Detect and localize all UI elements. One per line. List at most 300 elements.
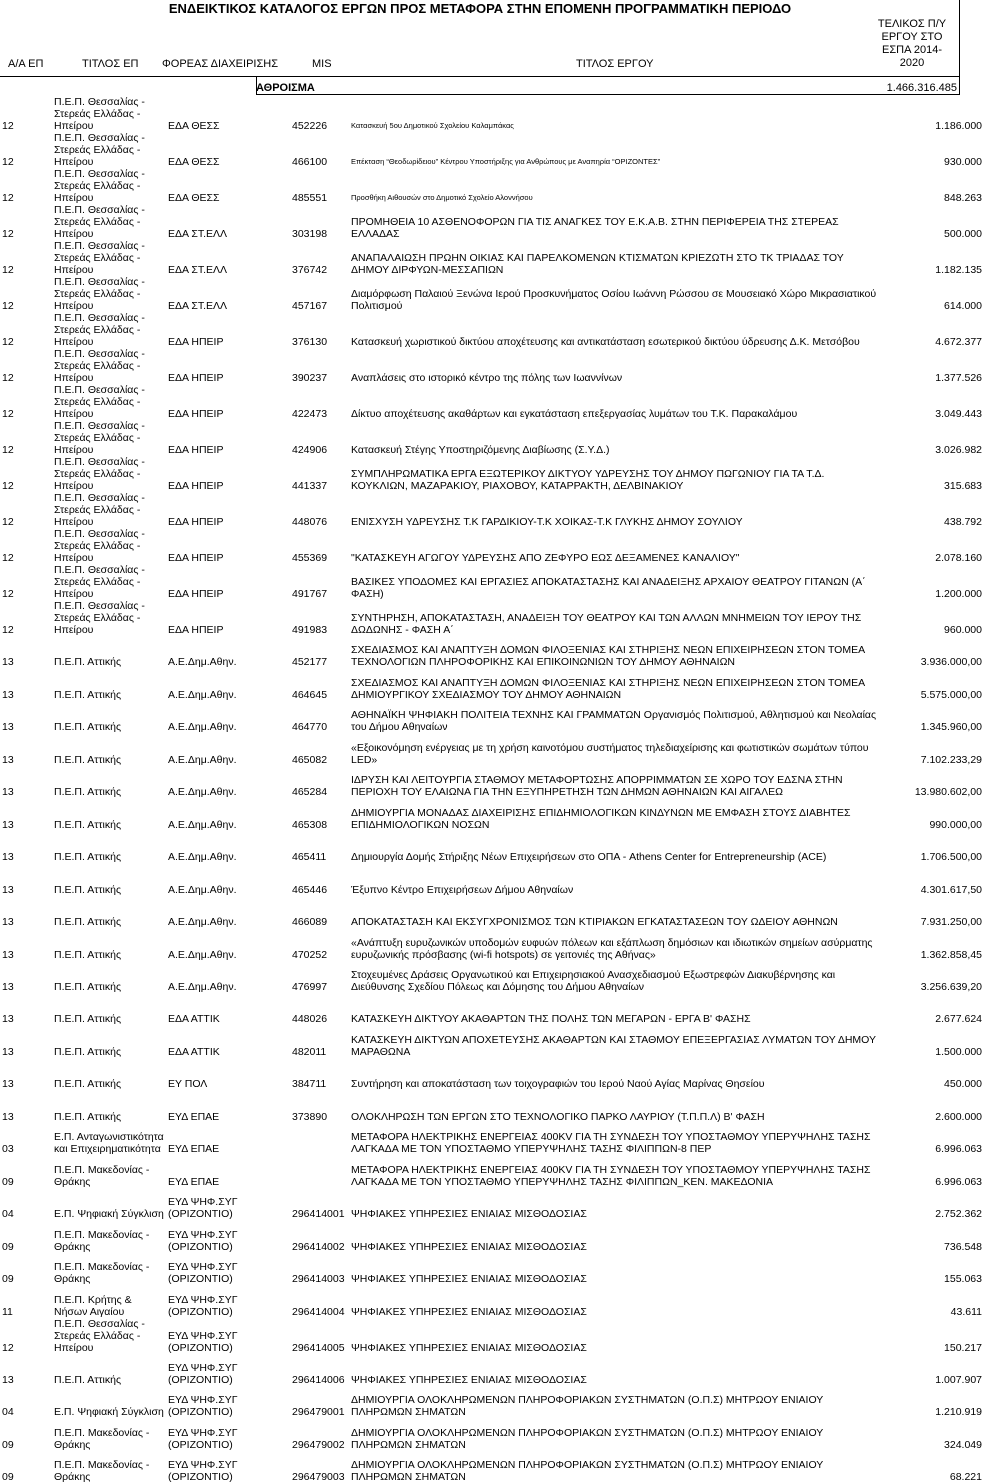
row-title: ΣΧΕΔΙΑΣΜΟΣ ΚΑΙ ΑΝΑΠΤΥΞΗ ΔΟΜΩΝ ΦΙΛΟΞΕΝΙΑΣ ΚΑΙ ΣΤΗΡΙΞΗΣ ΝΕΩΝ ΕΠΙΧΕΙΡΗΣΕΩΝ ΣΤΟΝ ΤΟΜΕΑ ΔΗΜΙΟΥΡΓΙΚΟΥ ΣΧΕΔΙΑΣΜΟΥ ΤΟΥ ΔΗΜΟΥ ΑΘΗΝΑΙΩΝ — [351, 676, 865, 701]
table-row — [0, 701, 984, 733]
row-mis: 465446 — [292, 883, 328, 896]
row-title: ΣΧΕΔΙΑΣΜΟΣ ΚΑΙ ΑΝΑΠΤΥΞΗ ΔΟΜΩΝ ΦΙΛΟΞΕΝΙΑΣ ΚΑΙ ΣΤΗΡΙΞΗΣ ΝΕΩΝ ΕΠΙΧΕΙΡΗΣΕΩΝ ΣΤΟΝ ΤΟΜΕΑ ΤΕΧΝΟΛΟΓΙΩΝ ΠΛΗΡΟΦΟΡΙΚΗΣ ΚΑΙ ΕΠΙΚΟΙΝΩΝΙΩΝ ΤΟΥ ΔΗΜΟΥ ΑΘΗΝΑΙΩΝ — [351, 644, 865, 669]
row-ae: 12 — [2, 120, 14, 132]
row-ae: 12 — [2, 624, 14, 636]
row-ae: 13 — [2, 883, 14, 896]
row-budget: 1.500.000 — [935, 1045, 982, 1058]
row-mis: 485551 — [292, 192, 328, 204]
row-title: «Ανάπτυξη ευρυζωνικών υποδομών ευφυών πόλεων και εξάπλωση δημόσιων και ιδιωτικών σημείων ασύρματης ευρυζωνικής πρόσβασης (wi-fi hotspots) σε γειτονιές της Αθήνας» — [351, 936, 873, 961]
row-budget: 6.996.063 — [935, 1143, 982, 1156]
table-row — [0, 896, 984, 928]
row-mis: 376130 — [292, 336, 328, 348]
row-title: Στοχευμένες Δράσεις Οργανωτικού και Επιχειρησιακού Ανασχεδιασμού Εξωστρεφών Διακυβέρνησης και Διεύθυνσης Σχεδίου Πόλεως και Δόμησης του Δήμου Αθηναίων — [351, 968, 836, 993]
row-foreas: Α.Ε.Δημ.Αθην. — [168, 916, 237, 929]
row-ae: 13 — [2, 1110, 14, 1123]
row-mis: 422473 — [292, 408, 328, 420]
row-ae: 13 — [2, 1045, 14, 1058]
table-row — [0, 348, 984, 384]
row-ep: Π.Ε.Π. Θεσσαλίας - Στερεάς Ελλάδας - Ηπείρου — [54, 204, 145, 240]
row-ep: Π.Ε.Π. Μακεδονίας - Θράκης — [54, 1459, 150, 1483]
row-ae: 12 — [2, 264, 14, 276]
row-foreas: ΕΔΑ ΑΤΤΙΚ — [168, 1013, 220, 1026]
row-mis: 441337 — [292, 480, 328, 492]
row-ep: Π.Ε.Π. Αττικής — [54, 1078, 122, 1091]
row-ep: Π.Ε.Π. Μακεδονίας - Θράκης — [54, 1228, 150, 1253]
table-row — [0, 961, 984, 993]
row-mis: 452226 — [292, 120, 328, 132]
row-ae: 12 — [2, 1341, 14, 1354]
row-ep: Π.Ε.Π. Θεσσαλίας - Στερεάς Ελλάδας - Ηπείρου — [54, 132, 145, 168]
row-budget: 4.672.377 — [935, 336, 982, 348]
row-ae: 12 — [2, 192, 14, 204]
row-ep: Π.Ε.Π. Θεσσαλίας - Στερεάς Ελλάδας - Ηπείρου — [54, 564, 145, 600]
row-title: ΜΕΤΑΦΟΡΑ ΗΛΕΚΤΡΙΚΗΣ ΕΝΕΡΓΕΙΑΣ 400KV ΓΙΑ ΤΗ ΣΥΝΔΕΣΗ ΤΟΥ ΥΠΟΣΤΑΘΜΟΥ ΥΠΕΡΥΨΗΛΗΣ ΤΑΣΗΣ ΛΑΓΚΑΔΑ ΜΕ ΤΟΝ ΥΠΟΣΤΑΘΜΟ ΥΠΕΡΥΨΗΛΗΣ ΤΑΣΗΣ ΦΙΛΙΠΠΩΝ_ΚΕΝ. ΜΑΚΕΔΟΝΙΑ — [351, 1163, 871, 1188]
row-title: ΑΘΗΝΑΪΚΗ ΨΗΦΙΑΚΗ ΠΟΛΙΤΕΙΑ ΤΕΧΝΗΣ ΚΑΙ ΓΡΑΜΜΑΤΩΝ Οργανισμός Πολιτισμού, Αθλητισμού και Νεολαίας του Δήμου Αθηναίων — [351, 709, 877, 734]
table-row — [0, 1451, 984, 1483]
row-title: ΒΑΣΙΚΕΣ ΥΠΟΔΟΜΕΣ ΚΑΙ ΕΡΓΑΣΙΕΣ ΑΠΟΚΑΤΑΣΤΑΣΗΣ ΚΑΙ ΑΝΑΔΕΙΞΗΣ ΑΡΧΑΙΟΥ ΘΕΑΤΡΟΥ ΓΙΤΑΝΩΝ (Α΄ ΦΑΣΗ) — [351, 576, 866, 600]
row-title: ΚΑΤΑΣΚΕΥΗ ΔΙΚΤΥΩΝ ΑΠΟΧΕΤΕΥΣΗΣ ΑΚΑΘΑΡΤΩΝ ΚΑΙ ΣΤΑΘΜΟΥ ΕΠΕΞΕΡΓΑΣΙΑΣ ΛΥΜΑΤΩΝ ΤΟΥ ΔΗΜΟΥ ΜΑΡΑΘΩΝΑ — [351, 1033, 876, 1058]
row-mis: 465284 — [292, 786, 328, 799]
row-ep: Π.Ε.Π. Αττικής — [54, 851, 122, 864]
row-ep: Π.Ε.Π. Αττικής — [54, 688, 122, 701]
row-budget: 4.301.617,50 — [920, 883, 982, 896]
row-budget: 3.936.000,00 — [920, 656, 982, 669]
row-budget: 315.683 — [944, 480, 982, 492]
row-budget: 324.049 — [944, 1438, 982, 1451]
row-ae: 13 — [2, 721, 14, 734]
row-foreas: ΕΥΔ ΕΠΑΕ — [168, 1110, 220, 1123]
row-ae: 13 — [2, 753, 14, 766]
row-title: Προσθήκη Αιθουσών στο Δημοτικό Σχολείο Αλοννήσου — [351, 193, 533, 202]
row-budget: 7.102.233,29 — [920, 753, 982, 766]
column-headers — [0, 18, 960, 72]
header-title: ΤΙΤΛΟΣ ΕΡΓΟΥ — [576, 58, 654, 70]
row-foreas: Α.Ε.Δημ.Αθην. — [168, 980, 237, 993]
table-row — [0, 668, 984, 700]
row-budget: 1.007.907 — [935, 1373, 982, 1386]
row-budget: 2.600.000 — [935, 1110, 982, 1123]
table-row — [0, 1418, 984, 1450]
row-mis: 491983 — [292, 624, 328, 636]
row-foreas: ΕΔΑ ΗΠΕΙΡ — [168, 372, 224, 384]
row-ae: 13 — [2, 851, 14, 864]
row-mis: 296414005 — [292, 1341, 345, 1354]
row-ep: Π.Ε.Π. Θεσσαλίας - Στερεάς Ελλάδας - Ηπείρου — [54, 456, 145, 492]
total-value: 1.466.316.485 — [886, 82, 957, 94]
row-ae: 11 — [2, 1305, 13, 1318]
row-ep: Π.Ε.Π. Αττικής — [54, 753, 122, 766]
row-foreas: ΕΥΔ ΨΗΦ.ΣΥΓ (ΟΡΙΖΟΝΤΙΟ) — [168, 1361, 238, 1386]
row-ae: 13 — [2, 656, 14, 669]
row-ae: 09 — [2, 1438, 14, 1451]
row-foreas: ΕΔΑ ΘΕΣΣ — [168, 120, 220, 132]
row-title: ΔΗΜΙΟΥΡΓΙΑ ΟΛΟΚΛΗΡΩΜΕΝΩΝ ΠΛΗΡΟΦΟΡΙΑΚΩΝ ΣΥΣΤΗΜΑΤΩΝ (Ο.Π.Σ) ΜΗΤΡΩΟΥ ΕΝΙΑΙΟΥ ΠΛΗΡΩΜΩΝ ΣΗΜΑΤΩΝ — [351, 1426, 824, 1451]
row-mis: 296414004 — [292, 1305, 345, 1318]
table-row — [0, 1090, 984, 1122]
table-row — [0, 993, 984, 1025]
row-foreas: ΕΔΑ ΗΠΕΙΡ — [168, 336, 224, 348]
table-row — [0, 528, 984, 564]
row-foreas: ΕΔΑ ΣΤ.ΕΛΛ — [168, 264, 228, 276]
row-ae: 13 — [2, 980, 14, 993]
row-budget: 1.210.919 — [935, 1406, 982, 1419]
row-ae: 12 — [2, 408, 14, 420]
row-mis: 457167 — [292, 300, 328, 312]
row-mis: 296414006 — [292, 1373, 345, 1386]
table-row — [0, 600, 984, 636]
row-budget: 43.611 — [950, 1305, 982, 1318]
row-foreas: ΕΔΑ ΑΤΤΙΚ — [168, 1045, 220, 1058]
row-mis: 452177 — [292, 656, 328, 669]
row-ep: Π.Ε.Π. Αττικής — [54, 1045, 122, 1058]
row-ep: Π.Ε.Π. Αττικής — [54, 948, 122, 961]
row-title: Διαμόρφωση Παλαιού Ξενώνα Ιερού Προσκυνήματος Οσίου Ιωάννη Ρώσσου σε Μουσειακό Χώρο Μικρασιατικού Πολιτισμού — [351, 288, 877, 312]
row-foreas: ΕΥΔ ΨΗΦ.ΣΥΓ (ΟΡΙΖΟΝΤΙΟ) — [168, 1329, 238, 1354]
row-ep: Π.Ε.Π. Θεσσαλίας - Στερεάς Ελλάδας - Ηπείρου — [54, 240, 145, 276]
header-mis: MIS — [312, 58, 332, 70]
row-ep: Π.Ε.Π. Αττικής — [54, 1373, 122, 1386]
table-row — [0, 928, 984, 960]
row-foreas: ΕΔΑ ΘΕΣΣ — [168, 156, 220, 168]
row-budget: 155.063 — [944, 1273, 982, 1286]
table-row — [0, 312, 984, 348]
table-row — [0, 492, 984, 528]
row-title: Επέκταση “Θεοδωρίδειου” Κέντρου Υποστήριξης για Ανθρώπους με Αναπηρία “ΟΡΙΖΟΝΤΕΣ” — [351, 157, 661, 166]
header-foreas: ΦΟΡΕΑΣ ΔΙΑΧΕΙΡΙΣΗΣ — [162, 58, 278, 70]
row-ae: 03 — [2, 1143, 14, 1156]
row-mis: 464645 — [292, 688, 328, 701]
row-title: ΕΝΙΣΧΥΣΗ ΥΔΡΕΥΣΗΣ Τ.Κ ΓΑΡΔΙΚΙΟΥ-Τ.Κ ΧΟΙΚΑΣ-Τ.Κ ΓΛΥΚΗΣ ΔΗΜΟΥ ΣΟΥΛΙΟΥ — [351, 516, 743, 528]
row-mis: 470252 — [292, 948, 328, 961]
row-title: Δημιουργία Δομής Στήριξης Νέων Επιχειρήσεων στο ΟΠΑ - Athens Center for Entrepreneurship (ACE) — [351, 851, 827, 864]
table-row — [0, 1188, 984, 1220]
row-ep: Π.Ε.Π. Αττικής — [54, 721, 122, 734]
row-budget: 3.256.639,20 — [920, 980, 982, 993]
row-foreas: ΕΔΑ ΗΠΕΙΡ — [168, 408, 224, 420]
table-row — [0, 456, 984, 492]
row-title: Αναπλάσεις στο ιστορικό κέντρο της πόλης των Ιωαννίνων — [351, 372, 623, 384]
row-mis — [290, 1155, 349, 1187]
row-ep: Ε.Π. Ψηφιακή Σύγκλιση — [54, 1208, 164, 1221]
row-foreas: ΕΔΑ ΗΠΕΙΡ — [168, 588, 224, 600]
row-title: «Εξοικονόμηση ενέργειας με τη χρήση καινοτόμου συστήματος τηλεδιαχείρισης και φωτιστικών σωμάτων τύπου LED» — [351, 741, 869, 766]
row-budget: 1.706.500,00 — [920, 851, 982, 864]
row-foreas: ΕΥΔ ΨΗΦ.ΣΥΓ (ΟΡΙΖΟΝΤΙΟ) — [168, 1394, 238, 1419]
row-ep: Π.Ε.Π. Αττικής — [54, 980, 122, 993]
row-title: "ΚΑΤΑΣΚΕΥΗ ΑΓΩΓΟΥ ΥΔΡΕΥΣΗΣ ΑΠΟ ΖΕΦΥΡΟ ΕΩΣ ΔΕΞΑΜΕΝΕΣ ΚΑΝΑΛΙΟΥ" — [351, 552, 740, 564]
row-budget: 5.575.000,00 — [920, 688, 982, 701]
row-title: ΨΗΦΙΑΚΕΣ ΥΠΗΡΕΣΙΕΣ ΕΝΙΑΙΑΣ ΜΙΣΘΟΔΟΣΙΑΣ — [351, 1373, 587, 1386]
row-mis: 376742 — [292, 264, 328, 276]
row-budget: 1.200.000 — [935, 588, 982, 600]
row-ep: Π.Ε.Π. Μακεδονίας - Θράκης — [54, 1426, 150, 1451]
table-row — [0, 863, 984, 895]
header-ae: Α/Α ΕΠ — [8, 58, 44, 70]
row-foreas: ΕΔΑ ΗΠΕΙΡ — [168, 480, 224, 492]
row-foreas: Α.Ε.Δημ.Αθην. — [168, 851, 237, 864]
row-ae: 12 — [2, 156, 14, 168]
row-ae: 12 — [2, 228, 14, 240]
row-title: ΚΑΤΑΣΚΕΥΗ ΔΙΚΤΥΟΥ ΑΚΑΘΑΡΤΩΝ ΤΗΣ ΠΟΛΗΣ ΤΩΝ ΜΕΓΑΡΩΝ - ΕΡΓΑ Β' ΦΑΣΗΣ — [351, 1013, 751, 1026]
table-row — [0, 1155, 984, 1187]
row-budget: 848.263 — [944, 192, 982, 204]
row-ae: 09 — [2, 1240, 14, 1253]
row-mis: 491767 — [292, 588, 328, 600]
row-foreas: Α.Ε.Δημ.Αθην. — [168, 656, 237, 669]
header-ep: ΤΙΤΛΟΣ ΕΠ — [82, 58, 139, 70]
row-ae: 12 — [2, 480, 14, 492]
row-ep: Π.Ε.Π. Θεσσαλίας - Στερεάς Ελλάδας - Ηπείρου — [54, 168, 145, 204]
row-ae: 13 — [2, 916, 14, 929]
total-divider — [256, 94, 960, 95]
table-row — [0, 831, 984, 863]
row-budget: 2.752.362 — [935, 1208, 982, 1221]
row-mis: 390237 — [292, 372, 328, 384]
row-title: ΣΥΜΠΛΗΡΩΜΑΤΙΚΑ ΕΡΓΑ ΕΞΩΤΕΡΙΚΟΥ ΔΙΚΤΥΟΥ ΥΔΡΕΥΣΗΣ ΤΟΥ ΔΗΜΟΥ ΠΩΓΩΝΙΟΥ ΓΙΑ ΤΑ Τ.Δ. ΚΟΥΚΛΙΩΝ, ΜΑΖΑΡΑΚΙΟΥ, ΡΙΑΧΟΒΟΥ, ΚΑΤΑΡΡΑΚΤΗ, ΔΕΛΒΙΝΑΚΙΟΥ — [351, 468, 825, 492]
row-foreas: ΕΔΑ ΣΤ.ΕΛΛ — [168, 228, 228, 240]
row-ae: 12 — [2, 372, 14, 384]
row-budget: 13.980.602,00 — [914, 786, 982, 799]
row-mis: 466100 — [292, 156, 328, 168]
row-mis: 384711 — [292, 1078, 327, 1091]
row-ae: 12 — [2, 552, 14, 564]
row-mis: 455369 — [292, 552, 328, 564]
row-foreas: ΕΥΔ ΕΠΑΕ — [168, 1143, 220, 1156]
row-title: Κατασκευή Στέγης Υποστηριζόμενης Διαβίωσης (Σ.Υ.Δ.) — [351, 444, 610, 456]
row-mis: 296479003 — [292, 1471, 345, 1483]
row-ep: Π.Ε.Π. Κρήτης & Νήσων Αιγαίου — [54, 1293, 132, 1318]
row-title: Έξυπνο Κέντρο Επιχειρήσεων Δήμου Αθηναίων — [351, 883, 574, 896]
row-title: ΑΝΑΠΑΛΑΙΩΣΗ ΠΡΩΗΝ ΟΙΚΙΑΣ ΚΑΙ ΠΑΡΕΛΚΟΜΕΝΩΝ ΚΤΙΣΜΑΤΩΝ ΚΡΙΕΖΩΤΗ ΣΤΟ ΤΚ ΤΡΙΑΔΑΣ ΤΟΥ ΔΗΜΟΥ ΔΙΡΦΥΩΝ-ΜΕΣΣΑΠΙΩΝ — [351, 252, 844, 276]
row-ae: 12 — [2, 444, 14, 456]
header-budget: ΤΕΛΙΚΟΣ Π/Υ ΕΡΓΟΥ ΣΤΟ ΕΣΠΑ 2014-2020 — [877, 18, 947, 69]
row-title: ΨΗΦΙΑΚΕΣ ΥΠΗΡΕΣΙΕΣ ΕΝΙΑΙΑΣ ΜΙΣΘΟΔΟΣΙΑΣ — [351, 1341, 587, 1354]
row-foreas: ΕΔΑ ΗΠΕΙΡ — [168, 552, 224, 564]
row-mis: 448076 — [292, 516, 328, 528]
row-ep: Π.Ε.Π. Αττικής — [54, 818, 122, 831]
row-ae: 12 — [2, 336, 14, 348]
row-foreas: ΕΥΔ ΕΠΑΕ — [168, 1175, 220, 1188]
row-foreas: ΕΥΔ ΨΗΦ.ΣΥΓ (ΟΡΙΖΟΝΤΙΟ) — [168, 1293, 238, 1318]
row-ep: Ε.Π. Ανταγωνιστικότητα και Επιχειρηματικότητα — [54, 1131, 164, 1156]
row-mis: 476997 — [292, 980, 328, 993]
row-foreas: Α.Ε.Δημ.Αθην. — [168, 753, 237, 766]
table-row — [0, 1058, 984, 1090]
row-foreas: Α.Ε.Δημ.Αθην. — [168, 721, 237, 734]
table-row — [0, 1123, 984, 1155]
row-mis: 424906 — [292, 444, 328, 456]
row-budget: 614.000 — [944, 300, 982, 312]
row-ep: Π.Ε.Π. Θεσσαλίας - Στερεάς Ελλάδας - Ηπείρου — [54, 528, 145, 564]
table-row — [0, 168, 984, 204]
row-ep: Π.Ε.Π. Αττικής — [54, 883, 122, 896]
row-ep: Π.Ε.Π. Θεσσαλίας - Στερεάς Ελλάδας - Ηπείρου — [54, 420, 145, 456]
row-budget: 1.186.000 — [935, 120, 982, 132]
row-title: ΠΡΟΜΗΘΕΙΑ 10 ΑΣΘΕΝΟΦΟΡΩΝ ΓΙΑ ΤΙΣ ΑΝΑΓΚΕΣ ΤΟΥ Ε.Κ.Α.Β. ΣΤΗΝ ΠΕΡΙΦΕΡΕΙΑ ΤΗΣ ΣΤΕΡΕΑΣ ΕΛΛΑΔΑΣ — [351, 216, 839, 240]
table-row — [0, 96, 984, 132]
row-foreas: Α.Ε.Δημ.Αθην. — [168, 818, 237, 831]
table-row — [0, 636, 984, 668]
row-mis: 448026 — [292, 1013, 328, 1026]
table-row — [0, 798, 984, 830]
table-row — [0, 1318, 984, 1354]
row-title: ΔΗΜΙΟΥΡΓΙΑ ΟΛΟΚΛΗΡΩΜΕΝΩΝ ΠΛΗΡΟΦΟΡΙΑΚΩΝ ΣΥΣΤΗΜΑΤΩΝ (Ο.Π.Σ) ΜΗΤΡΩΟΥ ΕΝΙΑΙΟΥ ΠΛΗΡΩΜΩΝ ΣΗΜΑΤΩΝ — [351, 1394, 824, 1419]
row-budget: 930.000 — [944, 156, 982, 168]
total-label: ΑΘΡΟΙΣΜΑ — [256, 82, 315, 94]
row-foreas: Α.Ε.Δημ.Αθην. — [168, 688, 237, 701]
row-title: ΣΥΝΤΗΡΗΣΗ, ΑΠΟΚΑΤΑΣΤΑΣΗ, ΑΝΑΔΕΙΞΗ ΤΟΥ ΘΕΑΤΡΟΥ ΚΑΙ ΤΩΝ ΑΛΛΩΝ ΜΝΗΜΕΙΩΝ ΤΟΥ ΙΕΡΟΥ ΤΗΣ ΔΩΔΩΝΗΣ - ΦΑΣΗ Α΄ — [351, 612, 862, 636]
row-ae: 13 — [2, 1013, 14, 1026]
row-ep: Π.Ε.Π. Αττικής — [54, 656, 122, 669]
row-ep: Π.Ε.Π. Θεσσαλίας - Στερεάς Ελλάδας - Ηπείρου — [54, 276, 145, 312]
row-budget: 990.000,00 — [929, 818, 982, 831]
row-budget: 2.078.160 — [935, 552, 982, 564]
row-mis: 465308 — [292, 818, 328, 831]
row-mis: 296414001 — [292, 1208, 345, 1221]
row-ae: 13 — [2, 786, 14, 799]
row-ep: Π.Ε.Π. Θεσσαλίας - Στερεάς Ελλάδας - Ηπείρου — [54, 600, 145, 636]
row-mis — [290, 1123, 349, 1155]
row-mis: 482011 — [292, 1045, 327, 1058]
row-foreas: ΕΥΔ ΨΗΦ.ΣΥΓ (ΟΡΙΖΟΝΤΙΟ) — [168, 1228, 238, 1253]
row-ae: 12 — [2, 588, 14, 600]
row-mis: 296479001 — [292, 1406, 345, 1419]
row-mis: 465411 — [292, 851, 327, 864]
row-ae: 09 — [2, 1471, 14, 1483]
row-title: ΨΗΦΙΑΚΕΣ ΥΠΗΡΕΣΙΕΣ ΕΝΙΑΙΑΣ ΜΙΣΘΟΔΟΣΙΑΣ — [351, 1208, 587, 1221]
row-ep: Π.Ε.Π. Αττικής — [54, 1013, 122, 1026]
row-ep: Π.Ε.Π. Αττικής — [54, 1110, 122, 1123]
row-mis: 303198 — [292, 228, 328, 240]
row-ae: 13 — [2, 688, 14, 701]
row-ep: Π.Ε.Π. Μακεδονίας - Θράκης — [54, 1163, 150, 1188]
row-ep: Π.Ε.Π. Αττικής — [54, 916, 122, 929]
row-ae: 12 — [2, 300, 14, 312]
row-foreas: ΕΔΑ ΗΠΕΙΡ — [168, 516, 224, 528]
row-foreas: ΕΥΔ ΨΗΦ.ΣΥΓ (ΟΡΙΖΟΝΤΙΟ) — [168, 1196, 238, 1221]
row-title: ΑΠΟΚΑΤΑΣΤΑΣΗ ΚΑΙ ΕΚΣΥΓΧΡΟΝΙΣΜΟΣ ΤΩΝ ΚΤΙΡΙΑΚΩΝ ΕΓΚΑΤΑΣΤΑΣΕΩΝ ΤΟΥ ΩΔΕΙΟΥ ΑΘΗΝΩΝ — [351, 916, 838, 929]
table-row — [0, 766, 984, 798]
page-title: ΕΝΔΕΙΚΤΙΚΟΣ ΚΑΤΑΛΟΓΟΣ ΕΡΓΩΝ ΠΡΟΣ ΜΕΤΑΦΟΡΑ ΣΤΗΝ ΕΠΟΜΕΝΗ ΠΡΟΓΡΑΜΜΑΤΙΚΗ ΠΕΡΙΟΔΟ — [168, 1, 792, 16]
row-ep: Π.Ε.Π. Αττικής — [54, 786, 122, 799]
row-title: ΙΔΡΥΣΗ ΚΑΙ ΛΕΙΤΟΥΡΓΙΑ ΣΤΑΘΜΟΥ ΜΕΤΑΦΟΡΤΩΣΗΣ ΑΠΟΡΡΙΜΜΑΤΩΝ ΣΕ ΧΩΡΟ ΤΟΥ ΕΔΣΝΑ ΣΤΗΝ ΠΕΡΙΟΧΗ ΤΟΥ ΕΛΑΙΩΝΑ ΓΙΑ ΤΗΝ ΕΞΥΠΗΡΕΤΗΣΗ ΤΩΝ ΔΗΜΩΝ ΑΘΗΝΑΙΩΝ ΚΑΙ ΑΙΓΑΛΕΩ — [351, 774, 843, 799]
row-ep: Π.Ε.Π. Μακεδονίας - Θράκης — [54, 1261, 150, 1286]
row-title: ΜΕΤΑΦΟΡΑ ΗΛΕΚΤΡΙΚΗΣ ΕΝΕΡΓΕΙΑΣ 400KV ΓΙΑ ΤΗ ΣΥΝΔΕΣΗ ΤΟΥ ΥΠΟΣΤΑΘΜΟΥ ΥΠΕΡΥΨΗΛΗΣ ΤΑΣΗΣ ΛΑΓΚΑΔΑ ΜΕ ΤΟΝ ΥΠΟΣΤΑΘΜΟ ΥΠΕΡΥΨΗΛΗΣ ΤΑΣΗΣ ΦΙΛΙΠΠΩΝ-8 ΠΕΡ — [351, 1131, 871, 1156]
row-mis: 373890 — [292, 1110, 328, 1123]
table-row — [0, 420, 984, 456]
table-row — [0, 1354, 984, 1386]
row-budget: 3.049.443 — [935, 408, 982, 420]
row-title: ΨΗΦΙΑΚΕΣ ΥΠΗΡΕΣΙΕΣ ΕΝΙΑΙΑΣ ΜΙΣΘΟΔΟΣΙΑΣ — [351, 1240, 587, 1253]
row-ae: 13 — [2, 1373, 14, 1386]
row-budget: 1.362.858,45 — [920, 948, 982, 961]
table-row — [0, 276, 984, 312]
row-foreas: Α.Ε.Δημ.Αθην. — [168, 883, 237, 896]
row-budget: 500.000 — [944, 228, 982, 240]
row-mis: 296479002 — [292, 1438, 345, 1451]
table-row — [0, 132, 984, 168]
row-budget: 6.996.063 — [935, 1175, 982, 1188]
table-row — [0, 240, 984, 276]
row-ae: 13 — [2, 948, 14, 961]
row-ae: 09 — [2, 1273, 14, 1286]
row-ep: Π.Ε.Π. Θεσσαλίας - Στερεάς Ελλάδας - Ηπείρου — [54, 348, 145, 384]
row-ae: 12 — [2, 516, 14, 528]
row-foreas: ΕΥΔ ΨΗΦ.ΣΥΓ (ΟΡΙΖΟΝΤΙΟ) — [168, 1426, 238, 1451]
header-divider — [0, 76, 960, 77]
row-budget: 1.377.526 — [935, 372, 982, 384]
row-budget: 150.217 — [944, 1341, 982, 1354]
row-budget: 438.792 — [944, 516, 982, 528]
row-budget: 3.026.982 — [935, 444, 982, 456]
row-budget: 736.548 — [944, 1240, 982, 1253]
table-row — [0, 564, 984, 600]
row-foreas: ΕΔΑ ΣΤ.ΕΛΛ — [168, 300, 228, 312]
row-title: ΔΗΜΙΟΥΡΓΙΑ ΟΛΟΚΛΗΡΩΜΕΝΩΝ ΠΛΗΡΟΦΟΡΙΑΚΩΝ ΣΥΣΤΗΜΑΤΩΝ (Ο.Π.Σ) ΜΗΤΡΩΟΥ ΕΝΙΑΙΟΥ ΠΛΗΡΩΜΩΝ ΣΗΜΑΤΩΝ — [351, 1459, 824, 1483]
row-budget: 2.677.624 — [935, 1013, 982, 1026]
row-foreas: Α.Ε.Δημ.Αθην. — [168, 948, 237, 961]
row-foreas: Α.Ε.Δημ.Αθην. — [168, 786, 237, 799]
row-title: ΟΛΟΚΛΗΡΩΣΗ ΤΩΝ ΕΡΓΩΝ ΣΤΟ ΤΕΧΝΟΛΟΓΙΚΟ ΠΑΡΚΟ ΛΑΥΡΙΟΥ (Τ.Π.Π.Λ) Β' ΦΑΣΗ — [351, 1110, 765, 1123]
row-title: Κατασκευή 5ου Δημοτικού Σχολείου Καλαμπάκας — [351, 121, 514, 130]
row-budget: 7.931.250,00 — [920, 916, 982, 929]
row-ep: Π.Ε.Π. Θεσσαλίας - Στερεάς Ελλάδας - Ηπείρου — [54, 96, 145, 132]
row-budget: 1.182.135 — [935, 264, 982, 276]
table-row — [0, 1285, 984, 1317]
row-mis: 466089 — [292, 916, 328, 929]
row-title: ΨΗΦΙΑΚΕΣ ΥΠΗΡΕΣΙΕΣ ΕΝΙΑΙΑΣ ΜΙΣΘΟΔΟΣΙΑΣ — [351, 1273, 587, 1286]
table-row — [0, 204, 984, 240]
row-ae: 13 — [2, 818, 14, 831]
projects-table — [0, 96, 984, 1483]
row-ae: 04 — [2, 1208, 14, 1221]
row-title: ΨΗΦΙΑΚΕΣ ΥΠΗΡΕΣΙΕΣ ΕΝΙΑΙΑΣ ΜΙΣΘΟΔΟΣΙΑΣ — [351, 1305, 587, 1318]
row-foreas: ΕΔΑ ΗΠΕΙΡ — [168, 444, 224, 456]
row-foreas: ΕΔΑ ΗΠΕΙΡ — [168, 624, 224, 636]
row-mis: 296414002 — [292, 1240, 345, 1253]
table-row — [0, 1386, 984, 1418]
row-budget: 960.000 — [944, 624, 982, 636]
table-row — [0, 384, 984, 420]
row-title: ΔΗΜΙΟΥΡΓΙΑ ΜΟΝΑΔΑΣ ΔΙΑΧΕΙΡΙΣΗΣ ΕΠΙΔΗΜΙΟΛΟΓΙΚΩΝ ΚΙΝΔΥΝΩΝ ΜΕ ΕΜΦΑΣΗ ΣΤΟΥΣ ΔΙΑΒΗΤΕΣ ΕΠΙΔΗΜΙΟΛΟΓΙΚΩΝ ΝΟΣΩΝ — [351, 806, 851, 831]
row-foreas: ΕΥΔ ΨΗΦ.ΣΥΓ (ΟΡΙΖΟΝΤΙΟ) — [168, 1261, 238, 1286]
row-foreas: ΕΔΑ ΘΕΣΣ — [168, 192, 220, 204]
row-ep: Π.Ε.Π. Θεσσαλίας - Στερεάς Ελλάδας - Ηπείρου — [54, 492, 145, 528]
row-ae: 09 — [2, 1175, 14, 1188]
row-ep: Π.Ε.Π. Θεσσαλίας - Στερεάς Ελλάδας - Ηπείρου — [54, 312, 145, 348]
row-mis: 296414003 — [292, 1273, 345, 1286]
table-row — [0, 1253, 984, 1285]
row-budget: 1.345.960,00 — [920, 721, 982, 734]
row-title: Συντήρηση και αποκατάσταση των τοιχογραφιών του Ιερού Ναού Αγίας Μαρίνας Θησείου — [351, 1078, 765, 1091]
table-row — [0, 1220, 984, 1252]
row-ae: 13 — [2, 1078, 14, 1091]
row-ep: Ε.Π. Ψηφιακή Σύγκλιση — [54, 1406, 164, 1419]
row-mis: 464770 — [292, 721, 328, 734]
row-mis: 465082 — [292, 753, 328, 766]
table-row — [0, 733, 984, 765]
row-foreas: ΕΥΔ ΨΗΦ.ΣΥΓ (ΟΡΙΖΟΝΤΙΟ) — [168, 1459, 238, 1483]
row-budget: 450.000 — [944, 1078, 982, 1091]
row-budget: 68.221 — [949, 1471, 982, 1483]
right-border — [959, 0, 960, 94]
row-foreas: ΕΥ ΠΟΛ — [168, 1078, 208, 1091]
row-title: Δίκτυο αποχέτευσης ακαθάρτων και εγκατάσταση επεξεργασίας λυμάτων του Τ.Κ. Παρακαλάμου — [351, 408, 798, 420]
table-row — [0, 1025, 984, 1057]
row-ae: 04 — [2, 1406, 14, 1419]
row-ep: Π.Ε.Π. Θεσσαλίας - Στερεάς Ελλάδας - Ηπείρου — [54, 384, 145, 420]
row-title: Κατασκευή χωριστικού δικτύου αποχέτευσης και αντικατάσταση εσωτερικού δικτύου ύδρευσης Δ.Κ. Μετσόβου — [351, 336, 860, 348]
